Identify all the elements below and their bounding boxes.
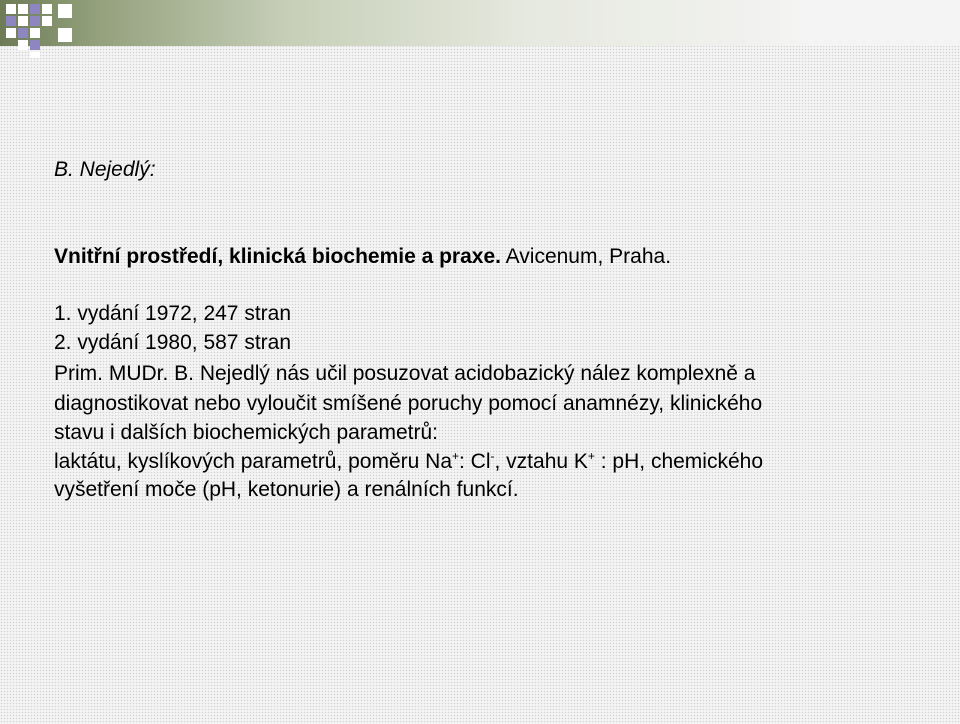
book-publisher: Avicenum, Praha. [500, 245, 672, 268]
deco-square-10 [6, 28, 16, 38]
deco-square-12 [30, 28, 40, 38]
book-title: Vnitřní prostředí, klinická biochemie a praxe. [54, 245, 501, 268]
deco-square-16 [30, 52, 40, 58]
deco-square-5 [58, 4, 72, 18]
cl-superscript: - [490, 449, 495, 463]
deco-square-4 [42, 4, 52, 14]
paragraph-line-1: Prim. MUDr. B. Nejedlý nás učil posuzovat acidobazický nález komplexně a [54, 362, 756, 385]
book-reference [54, 244, 671, 270]
deco-square-6 [6, 16, 16, 26]
paragraph-line-3: stavu i dalších biochemických parametrů: [54, 421, 438, 444]
deco-square-7 [18, 16, 28, 26]
p4-text-c: , vztahu K [494, 450, 588, 473]
deco-square-2 [18, 4, 28, 14]
decorative-squares [0, 0, 80, 60]
edition-1: 1. vydání 1972, 247 stran [54, 302, 291, 325]
author-heading: B. Nejedlý: [54, 158, 156, 181]
paragraph-line-4 [54, 449, 763, 475]
deco-square-11 [18, 28, 28, 38]
edition-2: 2. vydání 1980, 587 stran [54, 331, 291, 354]
deco-square-13 [58, 28, 72, 42]
title-bar-gradient [0, 0, 960, 46]
na-superscript: + [452, 449, 460, 463]
paragraph-line-2: diagnostikovat nebo vyloučit smíšené poruchy pomocí anamnézy, klinického [54, 392, 763, 415]
p4-text-a: laktátu, kyslíkových parametrů, poměru Na [54, 450, 452, 473]
deco-square-15 [30, 40, 40, 50]
deco-square-14 [18, 40, 28, 50]
deco-square-8 [30, 16, 40, 26]
k-superscript: + [587, 449, 595, 463]
p4-text-d: : pH, chemického [594, 450, 763, 473]
deco-square-3 [30, 4, 40, 14]
paragraph-line-5: vyšetření moče (pH, ketonurie) a renálních funkcí. [54, 478, 519, 501]
deco-square-1 [6, 4, 16, 14]
deco-square-9 [42, 16, 52, 26]
p4-text-b: : Cl [459, 450, 491, 473]
